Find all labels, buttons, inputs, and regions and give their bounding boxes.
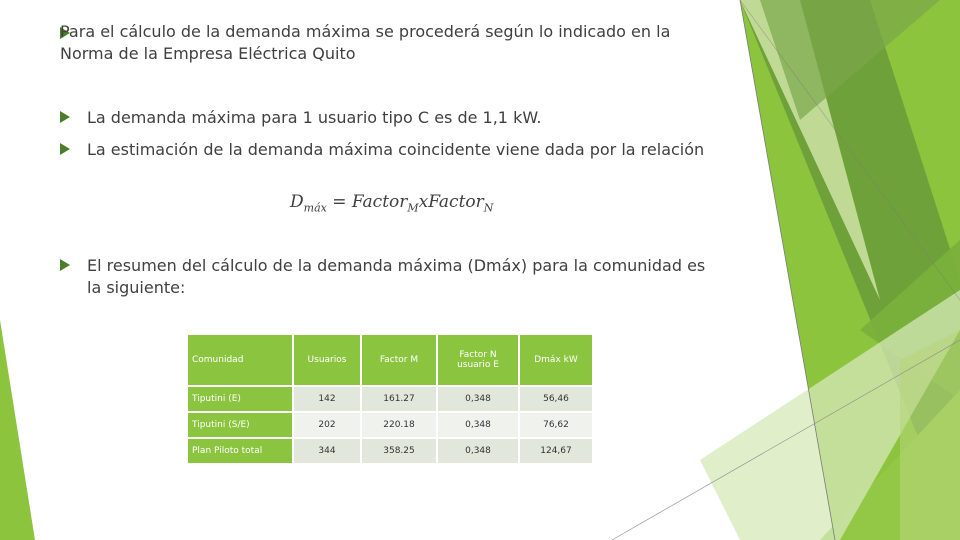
cell-dmax: 124,67: [520, 439, 592, 463]
cell-usuarios: 142: [294, 387, 360, 411]
header-usuarios: Usuarios: [294, 335, 360, 385]
bullet-arrow-icon: [60, 259, 70, 271]
demand-formula: $D_{máx}$ = Factor$_M$xFactor$_N$: [290, 192, 494, 215]
cell-usuarios: 202: [294, 413, 360, 437]
bullet-text-estimation: La estimación de la demanda máxima coincidente viene dada por la relación: [87, 140, 705, 159]
table-row: [188, 413, 592, 437]
cell-comunidad: Plan Piloto total: [188, 439, 292, 463]
table-row: [188, 439, 592, 463]
cell-comunidad: Tiputini (S/E): [188, 413, 292, 437]
cell-dmax: 56,46: [520, 387, 592, 411]
header-factor-m: Factor M: [362, 335, 436, 385]
header-comunidad: Comunidad: [188, 335, 292, 385]
intro-paragraph: Para el cálculo de la demanda máxima se procederá según lo indicado en la Norma de la Empresa Eléctrica Quito: [60, 22, 671, 63]
cell-factor-m: 358.25: [362, 439, 436, 463]
bullet-arrow-icon: [60, 143, 70, 155]
bullet-text-summary: El resumen del cálculo de la demanda máxima (Dmáx) para la comunidad es la siguiente:: [87, 256, 706, 297]
demand-summary-table: [186, 333, 594, 465]
cell-comunidad: Tiputini (E): [188, 387, 292, 411]
cell-dmax: 76,62: [520, 413, 592, 437]
cell-factor-n: 0,348: [438, 439, 518, 463]
cell-factor-n: 0,348: [438, 387, 518, 411]
cell-usuarios: 344: [294, 439, 360, 463]
cell-factor-n: 0,348: [438, 413, 518, 437]
bullet-text-demand-user: La demanda máxima para 1 usuario tipo C es de 1,1 kW.: [87, 108, 542, 127]
bullet-arrow-icon: [60, 111, 70, 123]
cell-factor-m: 220.18: [362, 413, 436, 437]
header-dmax: Dmáx kW: [520, 335, 592, 385]
table-header-row: [188, 335, 592, 385]
header-factor-n: Factor N usuario E: [438, 335, 518, 385]
table-row: [188, 387, 592, 411]
cell-factor-m: 161.27: [362, 387, 436, 411]
